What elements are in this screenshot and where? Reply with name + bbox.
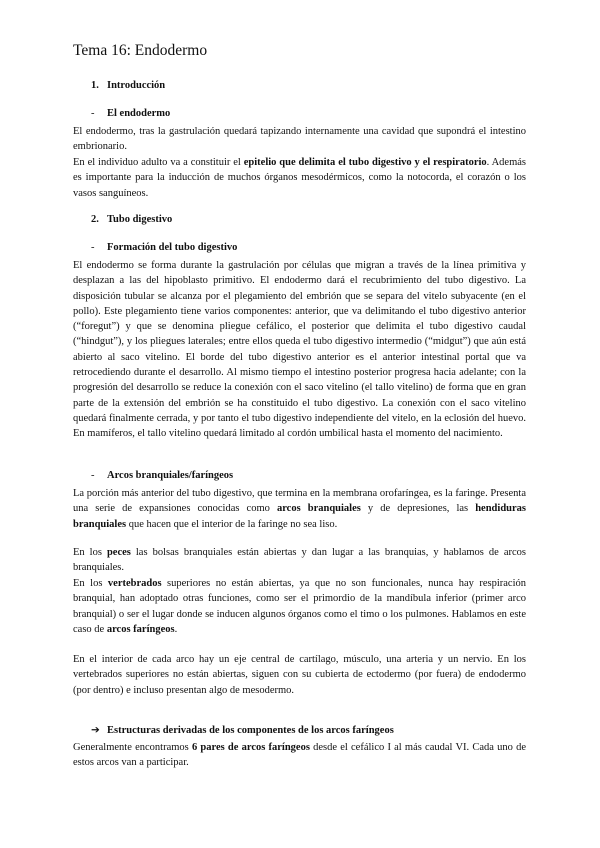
section-heading-tubo-digestivo	[91, 214, 172, 225]
text-run: En los	[73, 578, 108, 589]
text-run: La porción más anterior del tubo digestivo, que termina en la membrana orofaríngea, es la faringe. Presenta una serie de expansiones conocidas como	[73, 488, 526, 515]
subheading-label: El endodermo	[107, 108, 171, 119]
text-run: desde el cefálico I al más caudal VI. Cada uno de estos arcos van a participar.	[73, 742, 526, 769]
paragraph-intro-2	[73, 155, 526, 201]
subheading-arcos	[91, 470, 233, 481]
subheading-label: Estructuras derivadas de los componentes de los arcos faríngeos	[107, 725, 394, 736]
bold-term: 6 pares de arcos faríngeos	[191, 742, 310, 753]
section-heading-introduccion	[91, 80, 165, 91]
paragraph-text: El endodermo se forma durante la gastrulación por células que migran a través de la línea primitiva y desplazan a las del hipoblasto primitivo. El endodermo dará el recubrimiento del tubo digestivo. La disposición tubular se alcanza por el plegamiento del embrión que se separa del vitelo subyacente (en el pollo). Este plegamiento tiene varios componentes: anterior, que va delimitando el tubo digestivo anterior (“foregut”) y que se denomina pliegue cefálico, el posterior que delimita el tubo digestivo caudal (“hindgut”), y los pliegues laterales; entre ellos queda el tubo digestivo intermedio (“midgut”) que aún está abierto al saco vitelino. El borde del tubo digestivo anterior es el anterior intestinal portal que va retrocediendo durante el desarrollo. Al mismo tiempo el intestino posterior progresa hacia adelante; con la progresión del desarrollo se reduce la conexión con el saco vitelino (el tallo vitelino) de forma que en gran parte de la extensión del embrión se ha constituido el tubo digestivo. La conexión con el saco vitelino quedará finalmente cerrada, y por tanto el tubo digestivo independiente del vitelo, en la eclosión del huevo. En mamíferos, el tallo vitelino quedará limitado al cordón umbilical hasta el momento del nacimiento.	[73, 260, 526, 440]
text-run: superiores no están abiertas, ya que no son funcionales, nunca hay respiración branquial, han adoptado otras funciones, como ser el primordio de la mandíbula inferior (primer arco branquial) o ser el lugar donde se inducen algunos órganos como el timo o los pulmones. Hablamos en este caso de	[73, 578, 526, 635]
paragraph-vertebrados	[73, 576, 526, 637]
subheading-estructuras-derivadas	[91, 724, 394, 736]
bold-term: arcos faríngeos	[106, 623, 175, 635]
paragraph-peces	[73, 545, 526, 576]
bullet-dash: -	[91, 108, 95, 119]
text-run: las bolsas branquiales están abiertas y dan lugar a las branquias, y hablamos de arcos branquiales.	[73, 547, 526, 574]
section-label: Introducción	[107, 80, 166, 91]
subheading-label: Arcos branquiales/faríngeos	[107, 470, 234, 481]
bold-term: arcos branquiales	[276, 503, 361, 515]
subheading-label: Formación del tubo digestivo	[107, 242, 238, 253]
page-title: Tema 16: Endodermo	[73, 42, 208, 59]
text-run: y de depresiones, las	[360, 503, 476, 515]
bullet-dash: -	[91, 242, 95, 253]
text-run: En el individuo adulto va a constituir el	[73, 157, 244, 168]
subheading-el-endodermo	[91, 108, 170, 119]
bullet-dash: -	[91, 470, 95, 481]
bold-term: hendiduras branquiales	[73, 503, 526, 530]
arrow-icon: ➔	[91, 725, 100, 736]
bold-term: peces	[106, 547, 131, 558]
paragraph-text: El endodermo, tras la gastrulación quedará tapizando internamente una cavidad que supondrá el intestino embrionario.	[73, 126, 526, 153]
text-run: que hacen que el interior de la faringe no sea liso.	[126, 518, 338, 530]
text-run: .	[174, 623, 178, 635]
paragraph-intro-1	[73, 124, 526, 155]
section-label: Tubo digestivo	[107, 214, 173, 225]
text-run: Generalmente encontramos	[73, 742, 192, 753]
text-run: . Además es importante para la inducción de muchos órganos mesodérmicos, como la notocorda, el corazón o los vasos sanguíneos.	[73, 157, 527, 199]
paragraph-pares-arcos	[73, 740, 526, 771]
bold-term: vertebrados	[107, 578, 162, 589]
subheading-formacion	[91, 242, 237, 253]
paragraph-faringe	[73, 486, 526, 532]
bold-term: epitelio que delimita el tubo digestivo y el respiratorio	[243, 157, 487, 168]
text-run: En los	[73, 547, 107, 558]
paragraph-interior-arco	[73, 652, 526, 698]
paragraph-text: En el interior de cada arco hay un eje central de cartílago, músculo, una arteria y un nervio. En los vertebrados superiores no están abiertas, siguen con su cubierta de ectodermo (por fuera) de endodermo (por dentro) e incluso presentan algo de mesodermo.	[73, 654, 526, 696]
section-number: 1.	[91, 80, 99, 91]
paragraph-formacion	[73, 258, 526, 442]
section-number: 2.	[91, 214, 99, 225]
